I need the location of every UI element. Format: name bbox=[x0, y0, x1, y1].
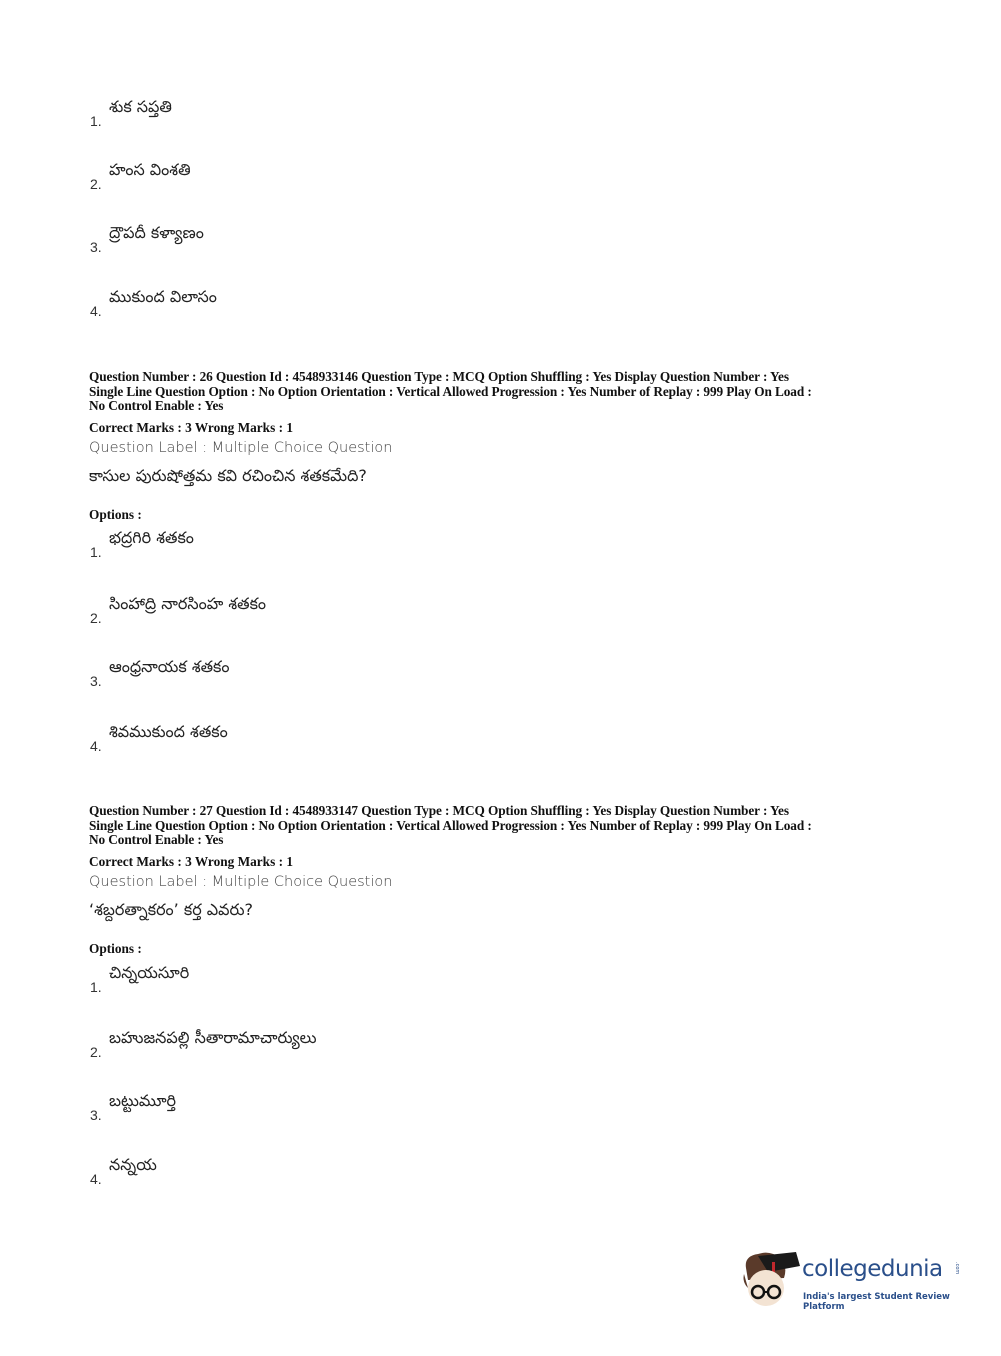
option-text: హంస వింశతి bbox=[109, 160, 191, 179]
meta-line: Single Line Question Option : No Option Orientation : Vertical Allowed Progression : Yes Number of Replay : 999 Play On Load : bbox=[89, 817, 812, 833]
option-number: 1. bbox=[90, 979, 102, 995]
option-text: భద్రగిరి శతకం bbox=[109, 528, 194, 547]
option-item bbox=[89, 1028, 689, 1068]
meta-line: Question Number : 27 Question Id : 4548933147 Question Type : MCQ Option Shuffling : Yes Display Question Number : Yes bbox=[89, 803, 789, 818]
option-item bbox=[89, 657, 689, 697]
question-block bbox=[89, 804, 919, 957]
option-number: 1. bbox=[90, 113, 102, 129]
question-text: ‘శబ్దరత్నాకరం’ కర్త ఎవరు? bbox=[89, 899, 254, 919]
question-meta bbox=[89, 804, 919, 848]
option-text: బట్టుమూర్తి bbox=[109, 1091, 176, 1110]
option-item bbox=[89, 160, 689, 200]
question-meta bbox=[89, 370, 919, 414]
option-number: 4. bbox=[90, 1171, 102, 1187]
option-item bbox=[89, 1155, 689, 1195]
mascot-icon bbox=[740, 1248, 802, 1318]
option-number: 2. bbox=[90, 176, 102, 192]
option-number: 4. bbox=[90, 303, 102, 319]
option-number: 3. bbox=[90, 673, 102, 689]
option-number: 3. bbox=[90, 1107, 102, 1123]
meta-line: Single Line Question Option : No Option Orientation : Vertical Allowed Progression : Yes Number of Replay : 999 Play On Load : bbox=[89, 383, 812, 399]
options-heading: Options : bbox=[89, 506, 142, 522]
option-item bbox=[89, 528, 689, 568]
logo-tagline: India's largest Student Review Platform bbox=[803, 1292, 950, 1312]
marks: Correct Marks : 3 Wrong Marks : 1 bbox=[89, 419, 293, 435]
option-text: నన్నయ bbox=[109, 1155, 157, 1174]
marks: Correct Marks : 3 Wrong Marks : 1 bbox=[89, 853, 293, 869]
option-number: 2. bbox=[90, 610, 102, 626]
option-text: శివముకుంద శతకం bbox=[109, 722, 228, 741]
option-text: బహుజనపల్లి సీతారామాచార్యులు bbox=[109, 1028, 317, 1047]
question-block bbox=[89, 370, 919, 523]
logo-suffix: .com bbox=[954, 1262, 960, 1275]
meta-line: No Control Enable : Yes bbox=[89, 832, 224, 847]
option-number: 3. bbox=[90, 239, 102, 255]
options-heading: Options : bbox=[89, 940, 142, 956]
option-text: ఆంధ్రనాయక శతకం bbox=[109, 657, 230, 676]
option-number: 4. bbox=[90, 738, 102, 754]
meta-line: Question Number : 26 Question Id : 4548933146 Question Type : MCQ Option Shuffling : Yes Display Question Number : Yes bbox=[89, 369, 789, 384]
question-text: కాసుల పురుషోత్తమ కవి రచించిన శతకమేది? bbox=[89, 465, 367, 485]
option-item bbox=[89, 963, 689, 1003]
question-label: Question Label : Multiple Choice Question bbox=[89, 439, 393, 456]
option-number: 2. bbox=[90, 1044, 102, 1060]
collegedunia-logo bbox=[740, 1248, 970, 1318]
option-text: సింహాద్రి నారసింహ శతకం bbox=[109, 594, 267, 613]
option-number: 1. bbox=[90, 544, 102, 560]
option-text: చిన్నయసూరి bbox=[109, 963, 190, 982]
option-text: శుక సప్తతి bbox=[109, 97, 172, 116]
option-text: ముకుంద విలాసం bbox=[109, 287, 217, 306]
logo-brand: collegedunia bbox=[802, 1256, 943, 1282]
option-item bbox=[89, 223, 689, 263]
question-label: Question Label : Multiple Choice Question bbox=[89, 873, 393, 890]
meta-line: No Control Enable : Yes bbox=[89, 398, 224, 413]
option-item bbox=[89, 287, 689, 327]
option-text: ద్రౌపదీ కళ్యాణం bbox=[109, 223, 204, 242]
option-item bbox=[89, 1091, 689, 1131]
option-item bbox=[89, 722, 689, 762]
option-item bbox=[89, 97, 689, 137]
option-item bbox=[89, 594, 689, 634]
